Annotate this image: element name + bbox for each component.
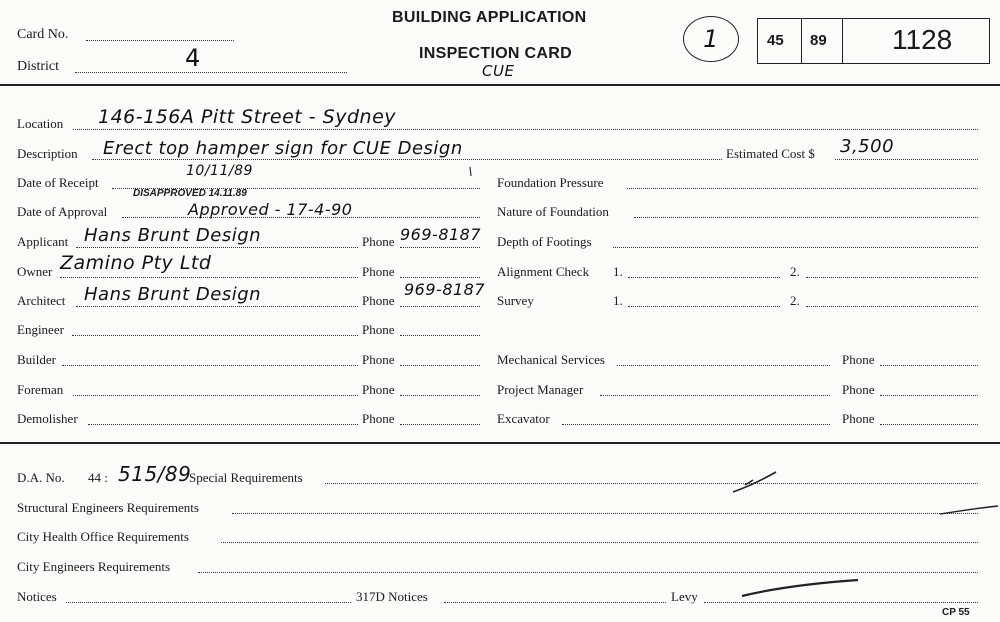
engineer-label: Engineer — [17, 322, 64, 337]
circled-number-value: 1 — [703, 25, 719, 53]
date-receipt-label: Date of Receipt — [17, 175, 99, 190]
architect-label: Architect — [17, 293, 66, 308]
applicant-phone-value: 969-8187 — [400, 225, 482, 244]
stray-mark — [470, 167, 471, 176]
levy-stroke — [742, 580, 858, 596]
date-approval-value: Approved - 17-4-90 — [188, 200, 353, 219]
applicant-value: Hans Brunt Design — [84, 225, 262, 246]
mechanical-label: Mechanical Services — [497, 352, 605, 367]
card-no-label: Card No. — [17, 27, 69, 42]
notices-317d-label: 317D Notices — [356, 589, 428, 604]
title-line1: BUILDING APPLICATION — [392, 9, 587, 26]
location-value: 146-156A Pitt Street - Sydney — [98, 106, 397, 128]
district-label: District — [17, 59, 59, 74]
notices-label: Notices — [17, 589, 57, 604]
structural-label: Structural Engineers Requirements — [17, 500, 199, 515]
levy-label: Levy — [671, 589, 698, 604]
form-code: CP 55 — [942, 607, 970, 618]
project-manager-label: Project Manager — [497, 382, 584, 397]
location-label: Location — [17, 116, 64, 131]
nature-foundation-label: Nature of Foundation — [497, 204, 609, 219]
owner-label: Owner — [17, 264, 53, 279]
box-code-2: 89 — [810, 32, 827, 49]
owner-phone-label: Phone — [362, 264, 395, 279]
owner-value: Zamino Pty Ltd — [60, 252, 212, 274]
description-value: Erect top hamper sign for CUE Design — [103, 138, 463, 159]
applicant-phone-label: Phone — [362, 234, 395, 249]
date-approval-label: Date of Approval — [17, 204, 108, 219]
applicant-label: Applicant — [17, 234, 69, 249]
estimated-cost-label: Estimated Cost $ — [726, 146, 815, 161]
foundation-pressure-label: Foundation Pressure — [497, 175, 604, 190]
excavator-phone-label: Phone — [842, 411, 875, 426]
demolisher-label: Demolisher — [17, 411, 78, 426]
health-label: City Health Office Requirements — [17, 529, 189, 544]
engineer-phone-label: Phone — [362, 322, 395, 337]
district-value: 4 — [185, 44, 201, 72]
structural-tick-mark — [940, 506, 998, 514]
survey-num-1: 1. — [613, 293, 623, 308]
alignment-num-2: 2. — [790, 264, 800, 279]
survey-label: Survey — [497, 293, 534, 308]
mechanical-phone-label: Phone — [842, 352, 875, 367]
estimated-cost-value: 3,500 — [840, 136, 895, 157]
alignment-num-1: 1. — [613, 264, 623, 279]
project-manager-phone-label: Phone — [842, 382, 875, 397]
builder-label: Builder — [17, 352, 56, 367]
box-number: 1128 — [892, 24, 953, 55]
title-line2: INSPECTION CARD — [419, 45, 572, 62]
description-label: Description — [17, 146, 78, 161]
date-receipt-value: 10/11/89 — [186, 163, 253, 179]
da-label: D.A. No. — [17, 470, 65, 485]
foreman-phone-label: Phone — [362, 382, 395, 397]
special-label: Special Requirements — [189, 470, 303, 485]
da-value: 515/89 — [118, 462, 192, 486]
foreman-label: Foreman — [17, 382, 64, 397]
architect-phone-label: Phone — [362, 293, 395, 308]
builder-phone-label: Phone — [362, 352, 395, 367]
da-prefix: 44 : — [88, 470, 108, 485]
city-engineers-label: City Engineers Requirements — [17, 559, 171, 574]
demolisher-phone-label: Phone — [362, 411, 395, 426]
depth-footings-label: Depth of Footings — [497, 234, 592, 249]
title-annotation: CUE — [482, 62, 515, 80]
survey-num-2: 2. — [790, 293, 800, 308]
disapproved-note: DISAPPROVED 14.11.89 — [133, 188, 247, 199]
excavator-label: Excavator — [497, 411, 550, 426]
alignment-check-label: Alignment Check — [497, 264, 590, 279]
box-code-1: 45 — [767, 32, 784, 49]
architect-value: Hans Brunt Design — [84, 284, 262, 305]
architect-phone-value: 969-8187 — [404, 280, 486, 299]
special-tick-mark — [733, 472, 776, 492]
